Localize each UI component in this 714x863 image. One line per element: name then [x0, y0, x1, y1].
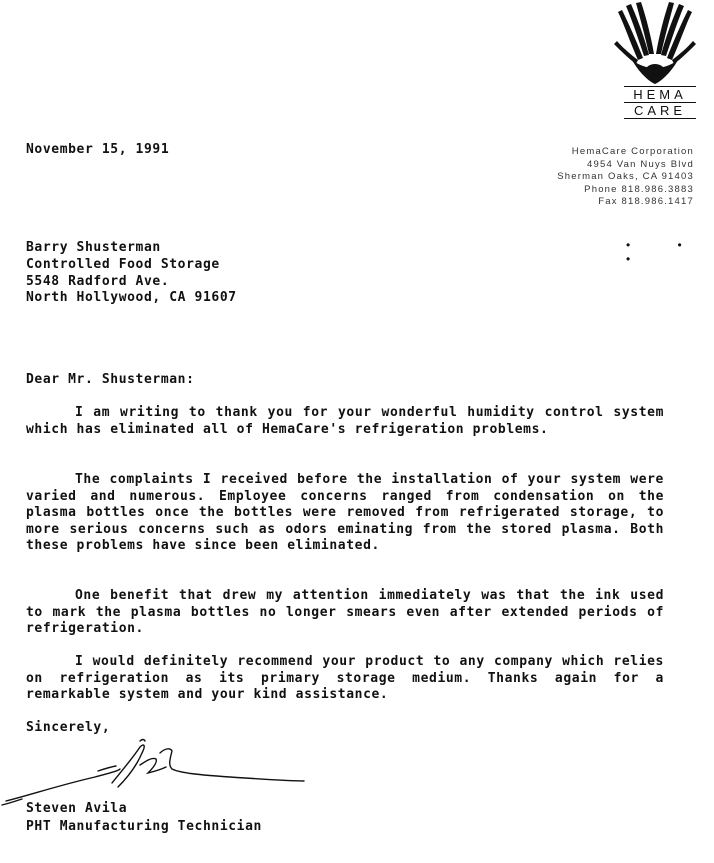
address-line: Phone 818.986.3883: [584, 183, 694, 195]
letter-date: November 15, 1991: [26, 142, 170, 157]
signer-title: PHT Manufacturing Technician: [26, 819, 262, 834]
logo-wordmark-line2: CARE: [624, 103, 696, 119]
address-line: Sherman Oaks, CA 91403: [557, 171, 694, 182]
body-paragraph: I would definitely recommend your product to any company which relies on refrigeration as its primary storage medium. Thanks again for a remarkable system and your kind assistance.: [26, 654, 664, 702]
company-address: [557, 146, 694, 209]
address-line: HemaCare Corporation: [571, 146, 694, 157]
recipient-line: Barry Shusterman: [26, 240, 161, 255]
signer-name: Steven Avila: [26, 801, 128, 816]
logo-wordmark: [624, 86, 696, 119]
recipient-line: 5548 Radford Ave.: [26, 274, 170, 289]
salutation: Dear Mr. Shusterman:: [26, 372, 195, 387]
recipient-line: Controlled Food Storage: [26, 257, 220, 272]
body-paragraph: One benefit that drew my attention immediately was that the ink used to mark the plasma bottles no longer smears even after extended periods of refrigeration.: [26, 588, 664, 636]
decorative-dots: • • •: [626, 238, 704, 266]
handwritten-signature: [0, 735, 310, 810]
body-paragraph: The complaints I received before the installation of your system were varied and numerous. Employee concerns ranged from condensation on the plasma bottles once the bottles were removed from refrigerated storage, to more serious concerns such as odors eminating from the stored plasma. Both these problems have since been eliminated.: [26, 472, 664, 553]
address-line: Fax 818.986.1417: [598, 196, 694, 207]
logo-wordmark-line1: HEMA: [624, 86, 696, 103]
closing: Sincerely,: [26, 720, 111, 735]
body-paragraph: I am writing to thank you for your wonderful humidity control system which has eliminated all of HemaCare's refrigeration problems.: [26, 405, 664, 437]
address-line: 4954 Van Nuys Blvd: [587, 158, 694, 170]
recipient-line: North Hollywood, CA 91607: [26, 290, 237, 305]
